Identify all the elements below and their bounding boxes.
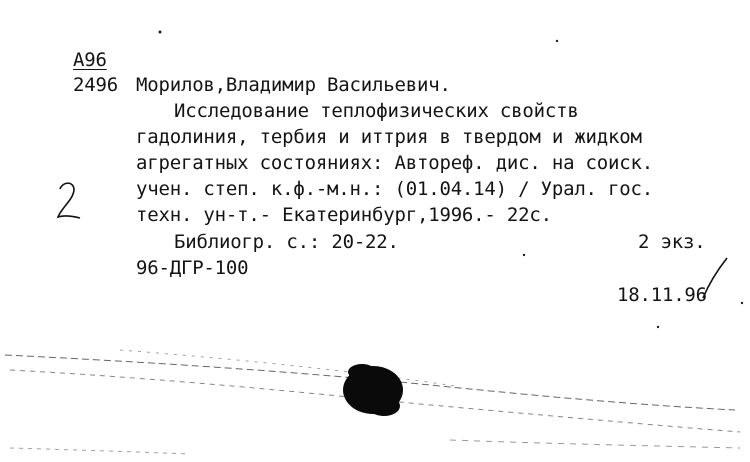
dashed-line [10, 448, 190, 454]
description-line: Исследование теплофизических свойств [174, 100, 579, 122]
description-line: учен. степ. к.ф.-м.н.: (01.04.14) / Урал. гос. [136, 178, 653, 200]
description-line: гадолиния, тербия и иттрия в твердом и жидком [136, 126, 642, 148]
author-line: Морилов,Владимир Васильевич. [136, 74, 451, 96]
handwritten-mark [58, 183, 80, 218]
shelf-mark: А96 [73, 49, 107, 71]
catalog-code: 96-ДГР-100 [136, 257, 249, 279]
inventory-number: 2496 [73, 74, 118, 96]
bibliography-note: Библиогр. с.: 20-22. [174, 231, 399, 253]
ink-blot [348, 364, 376, 380]
description-line: агрегатных состояниях: Автореф. дис. на соиск. [136, 152, 653, 174]
card-date: 18.11.96 [617, 284, 707, 306]
description-line: техн. ун-т.- Екатеринбург,1996.- 22с. [136, 204, 552, 226]
dashed-line [450, 440, 740, 448]
copies-count: 2 экз. [638, 231, 706, 253]
ink-blot [368, 396, 400, 416]
